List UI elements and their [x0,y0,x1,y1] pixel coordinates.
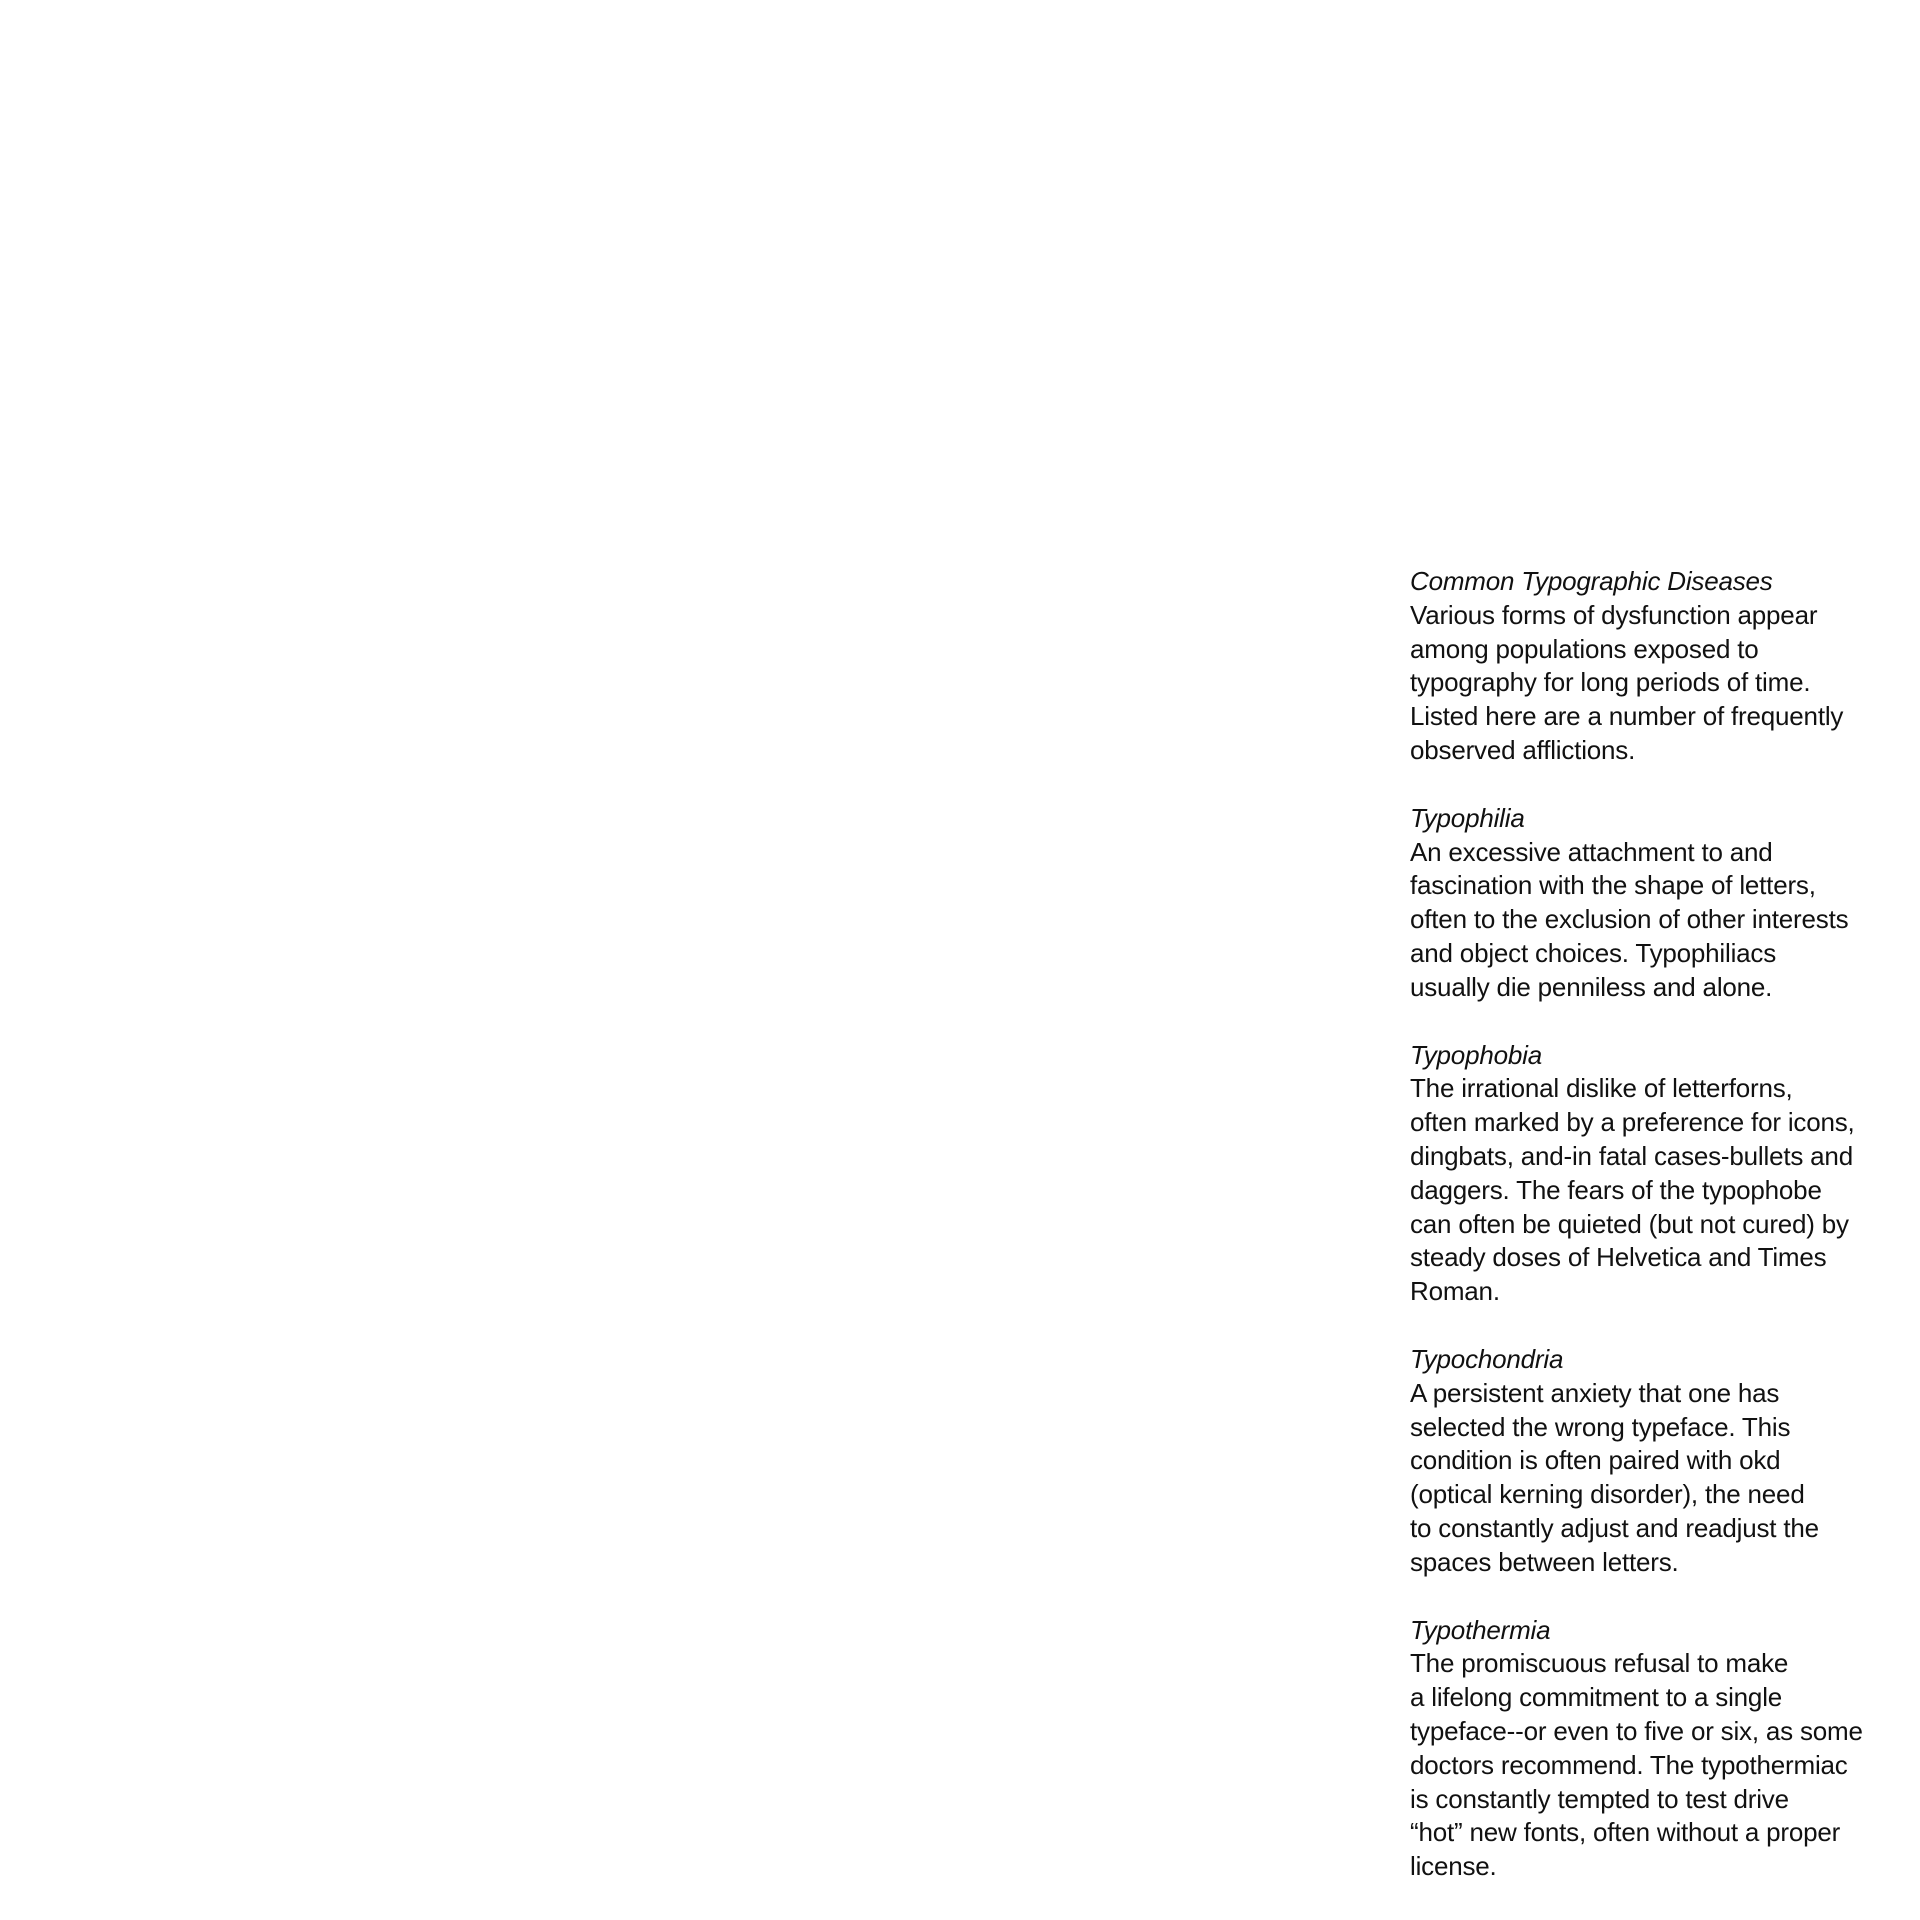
body-line: dingbats, and-in fatal cases-bullets and [1410,1140,1853,1171]
body-line: doctors recommend. The typothermiac [1410,1749,1848,1780]
section-typothermia [1410,1614,1900,1884]
section-typochondria [1410,1343,1900,1580]
section-title: Common Typographic Diseases [1410,566,1773,596]
body-line: daggers. The fears of the typophobe [1410,1174,1822,1205]
body-line: “hot” new fonts, often without a proper [1410,1817,1841,1848]
body-line: selected the wrong typeface. This [1410,1411,1791,1442]
body-line: typeface--or even to five or six, as some [1410,1715,1863,1746]
section-title: Typophobia [1410,1039,1542,1070]
section-typophobia [1410,1039,1900,1309]
body-line: among populations exposed to [1410,633,1759,664]
body-line: usually die penniless and alone. [1410,971,1773,1002]
body-line: Various forms of dysfunction appear [1410,599,1818,630]
section-intro [1410,565,1900,768]
section-title: Typothermia [1410,1614,1551,1645]
body-line: can often be quieted (but not cured) by [1410,1208,1849,1239]
body-line: fascination with the shape of letters, [1410,870,1816,901]
body-line: The promiscuous refusal to make [1410,1648,1789,1679]
body-line: Roman. [1410,1276,1500,1307]
body-line: observed afflictions. [1410,734,1636,765]
body-line: An excessive attachment to and [1410,836,1773,867]
body-line: steady doses of Helvetica and Times [1410,1242,1827,1273]
body-line: often to the exclusion of other interests [1410,904,1849,935]
body-line: typography for long periods of time. [1410,667,1811,698]
body-line: The irrational dislike of letterforns, [1410,1073,1793,1104]
body-line: and object choices. Typophiliacs [1410,937,1777,968]
body-line: (optical kerning disorder), the need [1410,1479,1805,1510]
body-line: spaces between letters. [1410,1546,1679,1577]
body-line: A persistent anxiety that one has [1410,1377,1780,1408]
body-line: often marked by a preference for icons, [1410,1107,1855,1138]
section-title: Typochondria [1410,1343,1564,1374]
section-typophilia [1410,802,1900,1005]
body-line: condition is often paired with okd [1410,1445,1781,1476]
section-title: Typophilia [1410,802,1525,833]
body-line: to constantly adjust and readjust the [1410,1512,1819,1543]
body-line: Listed here are a number of frequently [1410,701,1844,732]
body-line: is constantly tempted to test drive [1410,1783,1789,1814]
body-line: a lifelong commitment to a single [1410,1682,1783,1713]
text-column [1410,565,1900,1918]
body-line: license. [1410,1851,1497,1882]
